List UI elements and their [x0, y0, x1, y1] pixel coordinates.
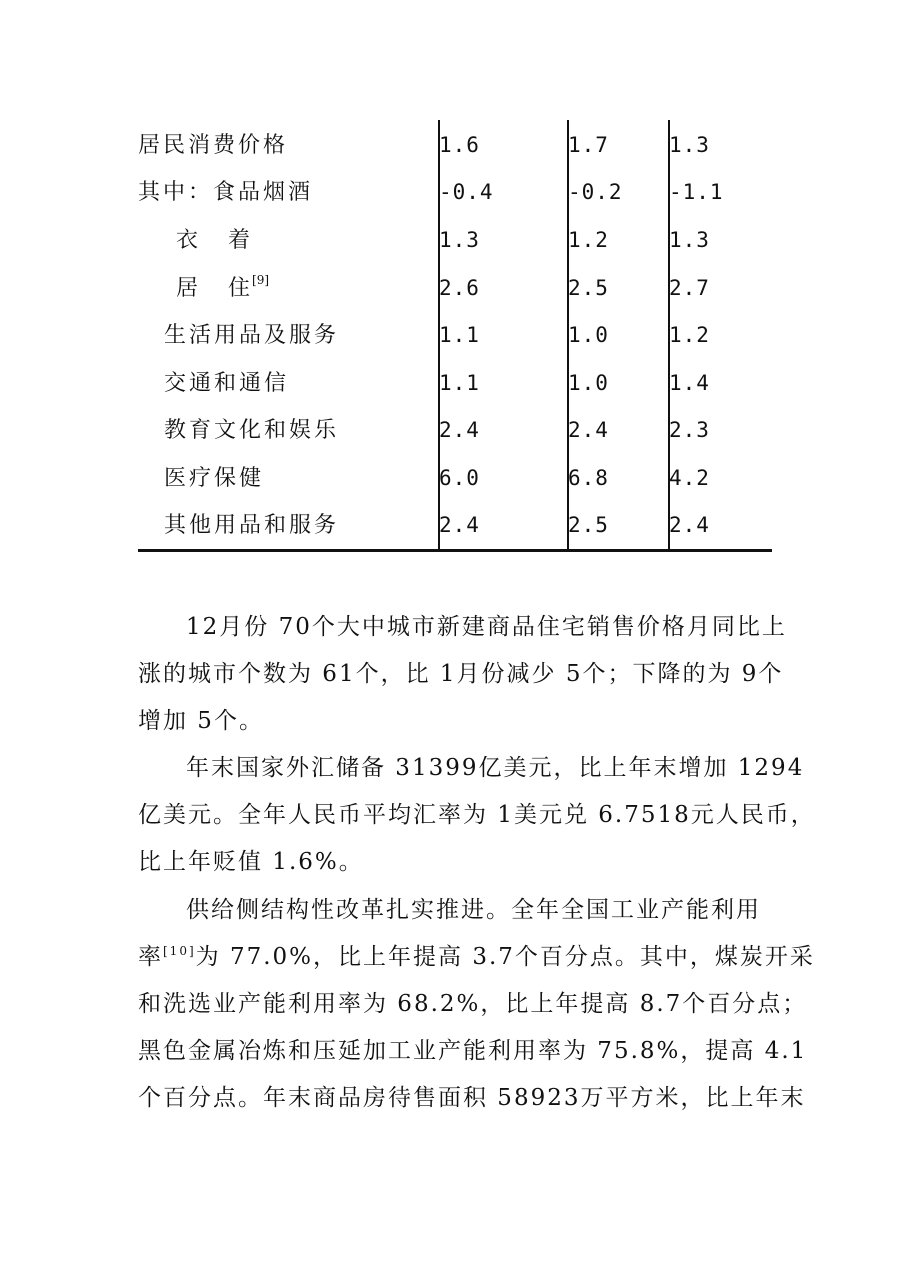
table-row [138, 360, 772, 407]
row-label: 其中：食品烟酒 [138, 180, 314, 205]
paragraph-line: 黑色金属冶炼和压延加工业产能利用率为 75.8%，提高 4.1 [138, 1038, 808, 1064]
row-label: 其他用品和服务 [164, 513, 340, 538]
row-label: 交通和通信 [164, 371, 290, 396]
cell-value: 2.5 [568, 513, 609, 537]
table-row [138, 502, 772, 549]
paragraph-line: 比上年贬值 1.6%。 [138, 849, 364, 875]
paragraph-forex-reserves [138, 745, 816, 886]
cell-value: 1.3 [669, 133, 710, 157]
footnote-ref: [9] [252, 273, 270, 287]
cell-value: 1.0 [568, 371, 609, 395]
cell-value: 1.3 [439, 228, 480, 252]
paragraph-line: 和洗选业产能利用率为 68.2%，比上年提高 8.7个百分点； [138, 991, 808, 1017]
cell-value: 2.5 [568, 276, 609, 300]
cell-value: 4.2 [669, 466, 710, 490]
cell-value: 1.2 [669, 323, 710, 347]
table-row [138, 217, 772, 264]
cell-value: 2.4 [439, 513, 480, 537]
paragraph-line: 年末国家外汇储备 31399亿美元，比上年末增加 1294 [186, 755, 805, 781]
cell-value: 6.8 [568, 466, 609, 490]
cell-value: 1.0 [568, 323, 609, 347]
cell-value: 1.4 [669, 371, 710, 395]
cell-value: 2.4 [439, 418, 480, 442]
cpi-table [138, 120, 772, 552]
cell-value: 1.1 [439, 371, 480, 395]
paragraph-line: 个百分点。年末商品房待售面积 58923万平方米，比上年末 [138, 1085, 806, 1111]
row-label: 生活用品及服务 [164, 323, 340, 348]
cell-value: 1.1 [439, 323, 480, 347]
paragraph-line: 率[10]为 77.0%，比上年提高 3.7个百分点。其中，煤炭开采 [138, 944, 815, 970]
row-label: 居民消费价格 [138, 133, 289, 158]
paragraph-line: 12月份 70个大中城市新建商品住宅销售价格月同比上 [186, 614, 787, 640]
table-row [138, 122, 772, 169]
row-label: 衣 着 [176, 228, 253, 253]
cell-value: 2.7 [669, 276, 710, 300]
row-label: 医疗保健 [164, 466, 265, 491]
cell-value: 2.6 [439, 276, 480, 300]
table-bottom-rule [138, 549, 772, 552]
cell-value: -0.2 [568, 180, 623, 204]
table-row [138, 312, 772, 359]
cell-value: 1.7 [568, 133, 609, 157]
footnote-ref: [10] [163, 944, 196, 958]
table-row [138, 169, 772, 216]
paragraph-line: 增加 5个。 [138, 708, 264, 734]
cell-value: 6.0 [439, 466, 480, 490]
table-row [138, 407, 772, 454]
cell-value: -0.4 [439, 180, 494, 204]
cell-value: 2.4 [669, 513, 710, 537]
paragraph-line: 供给侧结构性改革扎实推进。全年全国工业产能利用 [186, 897, 761, 923]
paragraph-line: 涨的城市个数为 61个，比 1月份减少 5个；下降的为 9个 [138, 661, 784, 687]
cell-value: 1.3 [669, 228, 710, 252]
table-row [138, 265, 772, 312]
row-label: 教育文化和娱乐 [164, 418, 340, 443]
cell-value: 1.6 [439, 133, 480, 157]
cell-value: -1.1 [669, 180, 724, 204]
paragraph-supply-side-reform [138, 887, 815, 1122]
row-label: 居 住[9] [176, 273, 270, 301]
cell-value: 1.2 [568, 228, 609, 252]
paragraph-housing-prices [138, 604, 787, 745]
paragraph-line: 亿美元。全年人民币平均汇率为 1美元兑 6.7518元人民币， [138, 802, 816, 828]
cell-value: 2.3 [669, 418, 710, 442]
cell-value: 2.4 [568, 418, 609, 442]
table-row [138, 455, 772, 502]
